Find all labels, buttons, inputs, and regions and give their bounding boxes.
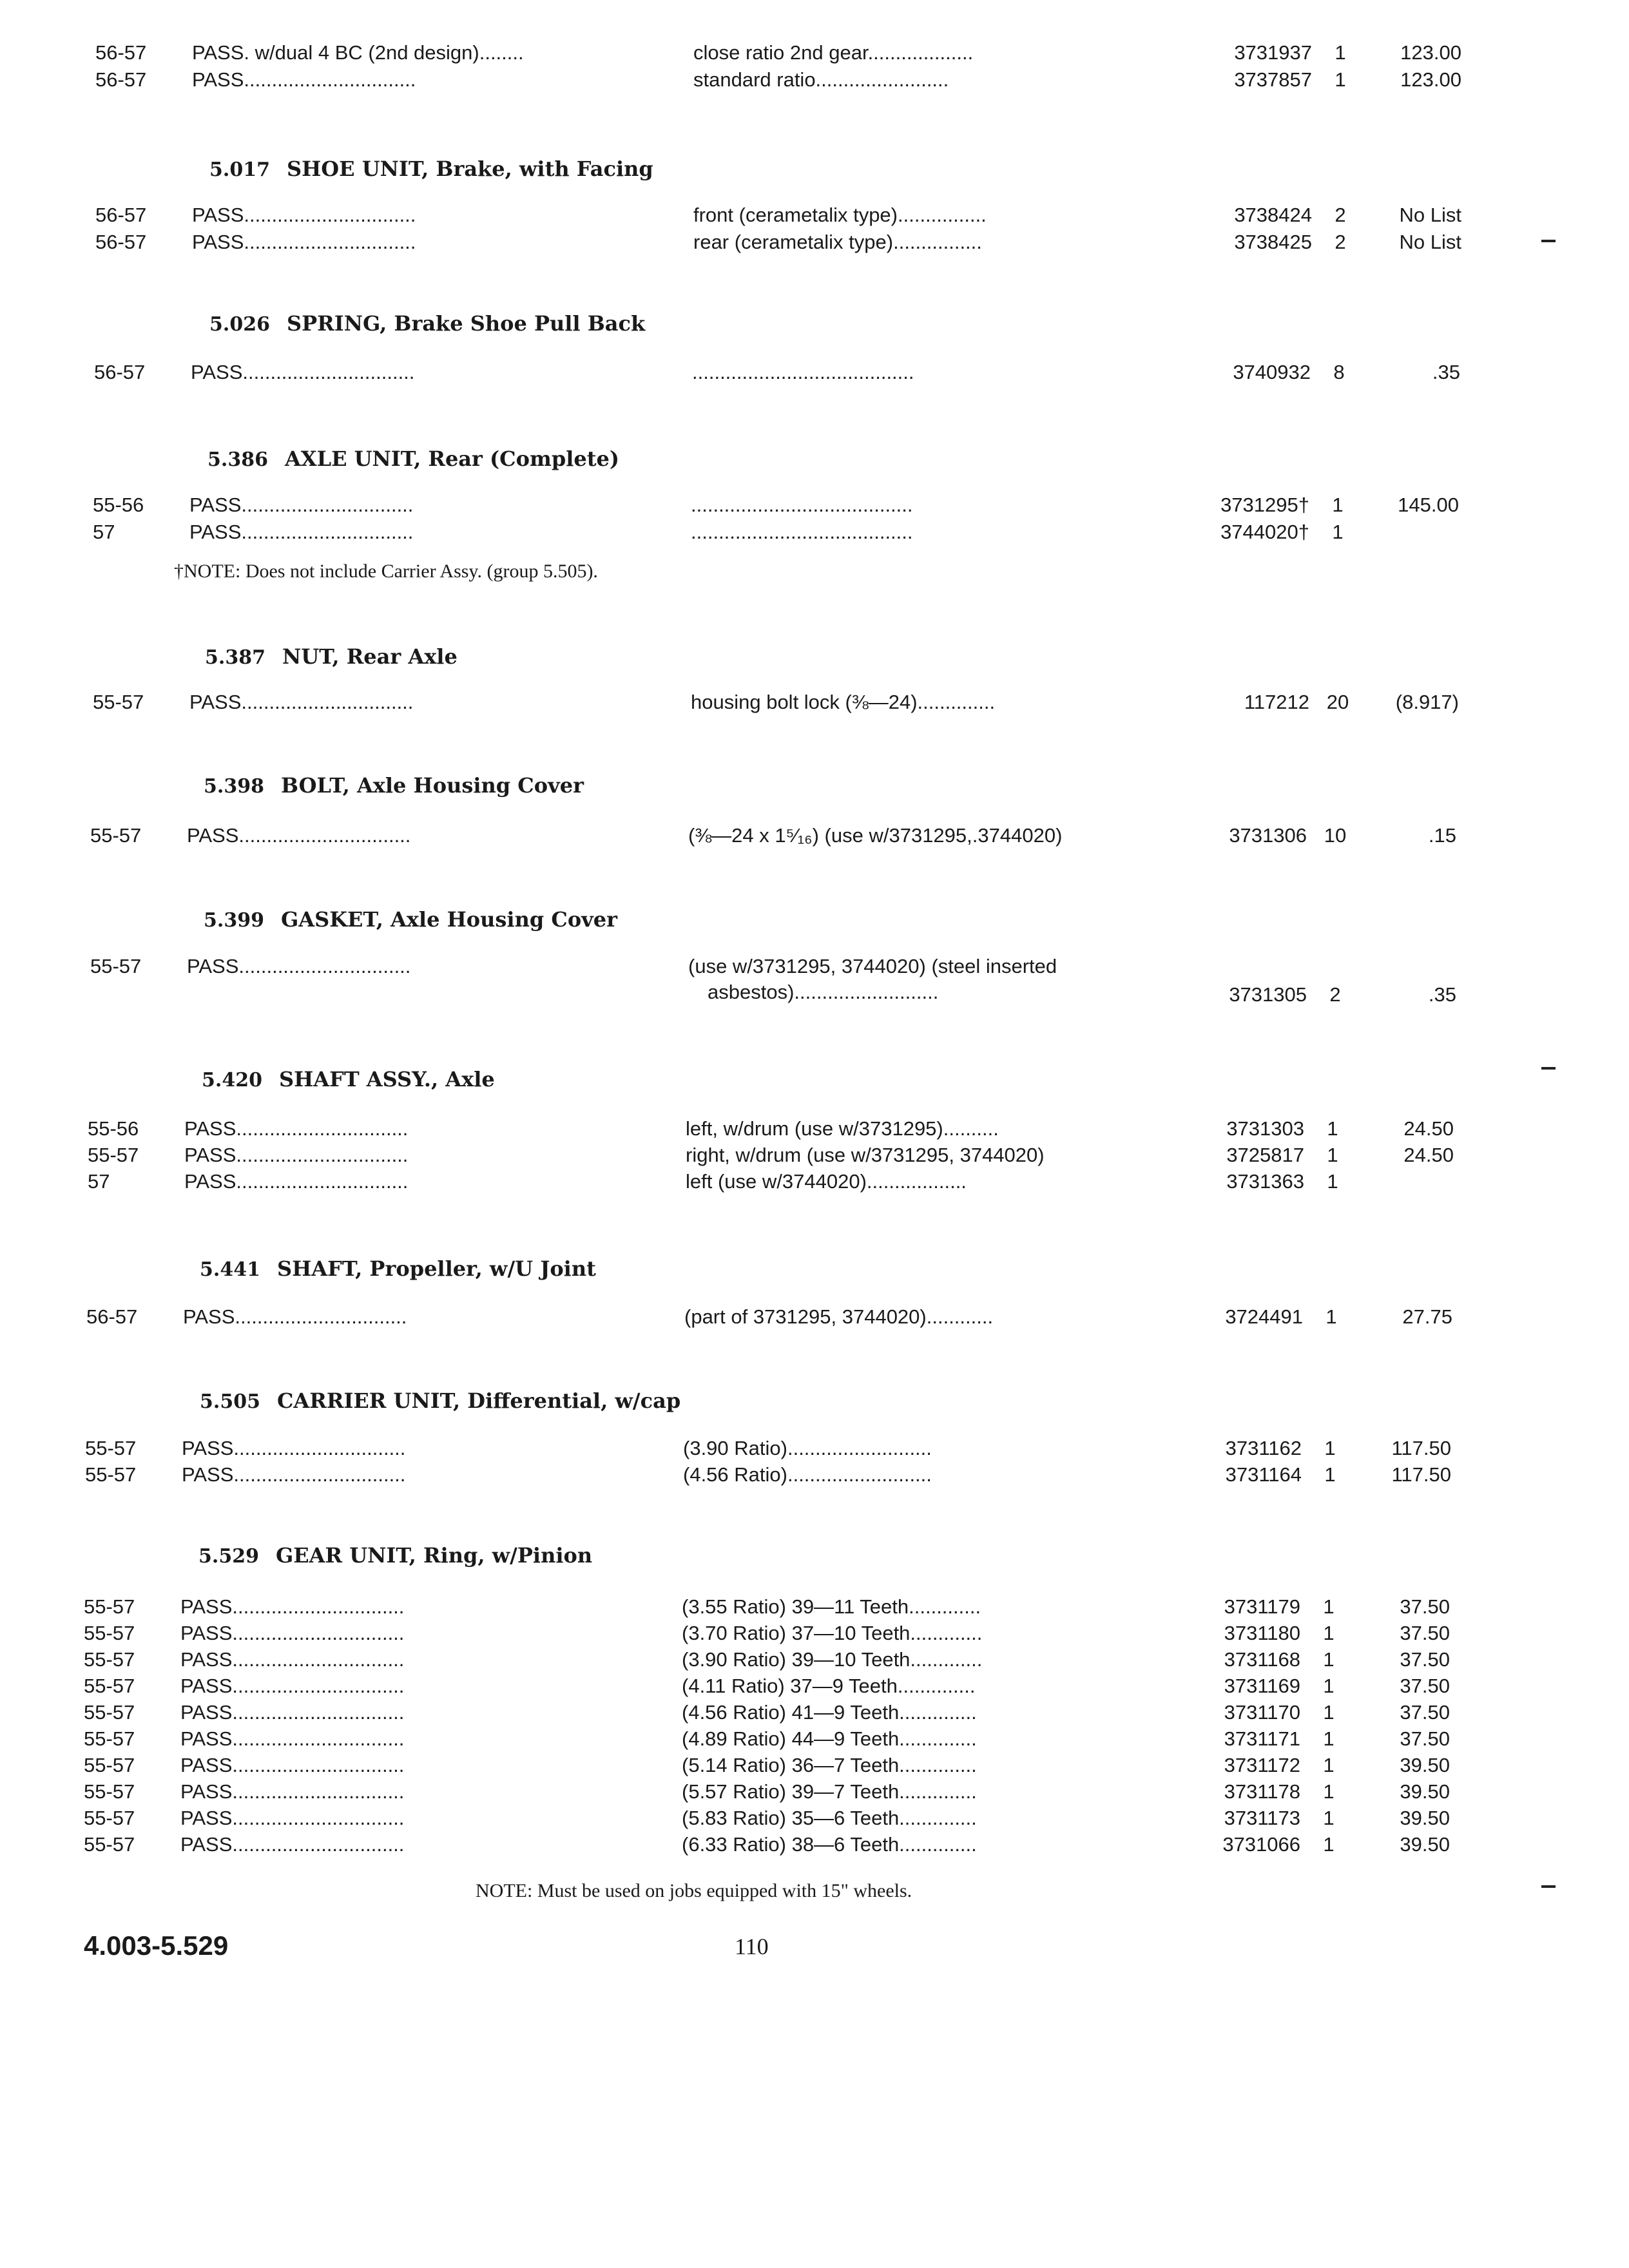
part-number: 3731180 xyxy=(1224,1622,1300,1644)
group-heading xyxy=(209,311,645,336)
group-number: 5.386 xyxy=(207,448,268,471)
description: (3.90 Ratio).......................... xyxy=(683,1437,932,1459)
group-number: 5.505 xyxy=(200,1390,260,1413)
table-row xyxy=(95,229,1468,256)
description: (5.83 Ratio) 35—6 Teeth.............. xyxy=(682,1807,977,1829)
quantity: 1 xyxy=(1323,1807,1335,1829)
quantity: 1 xyxy=(1327,1144,1338,1166)
price: 123.00 xyxy=(1400,68,1461,91)
part-number: 3738424 xyxy=(1234,204,1312,226)
year-range: 56-57 xyxy=(94,361,146,383)
year-range: 55-57 xyxy=(85,1463,137,1486)
group-number: 5.398 xyxy=(204,775,264,798)
model: PASS............................... xyxy=(183,1305,407,1328)
group-heading xyxy=(198,1543,592,1568)
group-heading xyxy=(202,1067,495,1091)
description: standard ratio........................ xyxy=(693,68,949,91)
price: 39.50 xyxy=(1400,1807,1450,1829)
margin-mark xyxy=(1541,240,1556,242)
table-row xyxy=(84,1753,1456,1780)
table-row xyxy=(88,1169,1460,1196)
model: PASS............................... xyxy=(189,691,414,713)
part-number: 3731170 xyxy=(1224,1701,1300,1724)
part-number: 3731295† xyxy=(1220,494,1309,516)
year-range: 55-56 xyxy=(93,494,144,516)
page-number: 110 xyxy=(735,1934,769,1959)
group-heading xyxy=(204,907,617,932)
part-number: 3731172 xyxy=(1224,1754,1300,1776)
group-title: CARRIER UNIT, Differential, w/cap xyxy=(276,1389,681,1413)
quantity: 1 xyxy=(1323,1727,1335,1750)
table-row xyxy=(93,519,1465,546)
price: 27.75 xyxy=(1402,1305,1452,1328)
part-number: 3724491 xyxy=(1225,1305,1303,1328)
part-number: 3740932 xyxy=(1233,361,1311,383)
table-row xyxy=(84,1805,1456,1832)
quantity: 1 xyxy=(1325,1305,1337,1328)
model: PASS............................... xyxy=(192,204,416,226)
description: (part of 3731295, 3744020)............ xyxy=(684,1305,994,1328)
group-title: SPRING, Brake Shoe Pull Back xyxy=(286,311,646,336)
table-row xyxy=(88,1142,1460,1169)
year-range: 55-57 xyxy=(84,1780,135,1803)
description: right, w/drum (use w/3731295, 3744020) xyxy=(686,1144,1045,1166)
description: left (use w/3744020).................. xyxy=(686,1170,967,1193)
footnote: NOTE: Must be used on jobs equipped with 15" wheels. xyxy=(476,1880,912,1901)
quantity: 1 xyxy=(1323,1701,1335,1724)
description: (4.89 Ratio) 44—9 Teeth.............. xyxy=(682,1727,977,1750)
price: 117.50 xyxy=(1391,1463,1451,1486)
quantity: 1 xyxy=(1323,1833,1335,1856)
part-number: 3731937 xyxy=(1234,41,1312,64)
quantity: 1 xyxy=(1335,41,1346,64)
model: PASS............................... xyxy=(180,1622,405,1644)
price: .35 xyxy=(1432,361,1460,383)
group-number: 5.387 xyxy=(205,646,265,669)
quantity: 1 xyxy=(1323,1754,1335,1776)
price: 37.50 xyxy=(1400,1622,1450,1644)
quantity: 8 xyxy=(1333,361,1345,383)
part-number: 3744020† xyxy=(1220,521,1309,543)
model: PASS............................... xyxy=(180,1833,405,1856)
quantity: 1 xyxy=(1323,1780,1335,1803)
description: housing bolt lock (⅜—24).............. xyxy=(691,691,996,713)
model: PASS............................... xyxy=(180,1675,405,1697)
part-number: 3738425 xyxy=(1234,231,1312,253)
part-number: 3731178 xyxy=(1224,1780,1300,1803)
model: PASS............................... xyxy=(189,521,414,543)
group-heading xyxy=(207,447,619,471)
group-heading xyxy=(200,1389,680,1413)
footnote: †NOTE: Does not include Carrier Assy. (group 5.505). xyxy=(174,561,598,582)
table-row xyxy=(90,823,1463,850)
quantity: 20 xyxy=(1326,691,1349,713)
quantity: 1 xyxy=(1323,1622,1335,1644)
price: 39.50 xyxy=(1400,1833,1450,1856)
year-range: 55-57 xyxy=(84,1833,135,1856)
price: 117.50 xyxy=(1391,1437,1451,1459)
price: (8.917) xyxy=(1395,691,1459,713)
group-title: SHAFT ASSY., Axle xyxy=(278,1067,495,1091)
description: (4.56 Ratio).......................... xyxy=(683,1463,932,1486)
group-number: 5.017 xyxy=(209,159,270,181)
margin-mark xyxy=(1541,1067,1556,1070)
part-number: 3737857 xyxy=(1234,68,1312,91)
year-range: 56-57 xyxy=(95,204,147,226)
model: PASS............................... xyxy=(184,1144,409,1166)
group-number: 5.399 xyxy=(204,909,264,932)
model: PASS............................... xyxy=(184,1117,409,1140)
price: .15 xyxy=(1428,824,1456,847)
model: PASS............................... xyxy=(192,68,416,91)
part-number: 3731306 xyxy=(1229,824,1307,847)
table-row xyxy=(84,1700,1456,1727)
quantity: 2 xyxy=(1329,983,1341,1006)
description-line-1: (use w/3731295, 3744020) (steel inserted xyxy=(688,955,1057,977)
year-range: 57 xyxy=(93,521,115,543)
description: ........................................ xyxy=(692,361,914,383)
price: 24.50 xyxy=(1403,1144,1454,1166)
year-range: 57 xyxy=(88,1170,110,1193)
model: PASS............................... xyxy=(180,1727,405,1750)
year-range: 56-57 xyxy=(95,231,147,253)
quantity: 1 xyxy=(1327,1117,1338,1140)
part-number: 3731173 xyxy=(1224,1807,1300,1829)
group-heading xyxy=(200,1256,596,1281)
price: 123.00 xyxy=(1400,41,1461,64)
table-row xyxy=(84,1620,1456,1648)
quantity: 1 xyxy=(1327,1170,1338,1193)
model: PASS............................... xyxy=(189,494,414,516)
table-row xyxy=(95,202,1468,229)
model: PASS............................... xyxy=(180,1648,405,1671)
group-title: AXLE UNIT, Rear (Complete) xyxy=(284,447,620,471)
year-range: 55-57 xyxy=(85,1437,137,1459)
model: PASS............................... xyxy=(180,1701,405,1724)
table-row xyxy=(85,1436,1458,1463)
section-range: 4.003-5.529 xyxy=(84,1930,229,1961)
part-number: 3731066 xyxy=(1222,1833,1300,1856)
year-range: 55-57 xyxy=(84,1807,135,1829)
description: (5.57 Ratio) 39—7 Teeth.............. xyxy=(682,1780,977,1803)
description: (4.56 Ratio) 41—9 Teeth.............. xyxy=(682,1701,977,1724)
price: 37.50 xyxy=(1400,1727,1450,1750)
price: 39.50 xyxy=(1400,1754,1450,1776)
part-number: 117212 xyxy=(1244,691,1309,713)
price: 39.50 xyxy=(1400,1780,1450,1803)
model: PASS............................... xyxy=(180,1595,405,1618)
quantity: 1 xyxy=(1324,1463,1336,1486)
model: PASS............................... xyxy=(192,231,416,253)
year-range: 55-57 xyxy=(90,955,142,977)
group-heading xyxy=(209,157,653,181)
quantity: 1 xyxy=(1323,1675,1335,1697)
part-number: 3731363 xyxy=(1226,1170,1304,1193)
quantity: 10 xyxy=(1324,824,1347,847)
description: front (cerametalix type)................ xyxy=(693,204,987,226)
model: PASS............................... xyxy=(180,1780,405,1803)
description: (6.33 Ratio) 38—6 Teeth.............. xyxy=(682,1833,977,1856)
model: PASS............................... xyxy=(180,1807,405,1829)
part-number: 3731162 xyxy=(1225,1437,1302,1459)
quantity: 2 xyxy=(1335,204,1346,226)
table-row xyxy=(86,1304,1459,1331)
model: PASS............................... xyxy=(182,1463,406,1486)
part-number: 3731305 xyxy=(1229,983,1307,1006)
part-number: 3731303 xyxy=(1226,1117,1304,1140)
description: (⅜—24 x 1⁵⁄₁₆) (use w/3731295,.3744020) xyxy=(688,824,1063,847)
quantity: 1 xyxy=(1323,1595,1335,1618)
table-row xyxy=(88,1116,1460,1143)
group-title: GEAR UNIT, Ring, w/Pinion xyxy=(275,1543,593,1568)
description: left, w/drum (use w/3731295).......... xyxy=(686,1117,999,1140)
model: PASS............................... xyxy=(184,1170,409,1193)
description: (4.11 Ratio) 37—9 Teeth.............. xyxy=(682,1675,976,1697)
group-number: 5.420 xyxy=(202,1069,262,1091)
part-number: 3731164 xyxy=(1225,1463,1302,1486)
model: PASS............................... xyxy=(187,824,411,847)
group-heading xyxy=(204,773,584,798)
table-row xyxy=(94,360,1467,387)
quantity: 1 xyxy=(1332,521,1344,543)
quantity: 1 xyxy=(1332,494,1344,516)
price: No List xyxy=(1399,231,1461,253)
price: No List xyxy=(1399,204,1461,226)
description: (3.90 Ratio) 39—10 Teeth............. xyxy=(682,1648,983,1671)
group-title: NUT, Rear Axle xyxy=(282,644,458,669)
quantity: 1 xyxy=(1324,1437,1336,1459)
quantity: 1 xyxy=(1335,68,1346,91)
year-range: 55-57 xyxy=(84,1754,135,1776)
group-title: SHAFT, Propeller, w/U Joint xyxy=(276,1256,596,1281)
table-row xyxy=(84,1594,1456,1621)
price: 145.00 xyxy=(1398,494,1459,516)
year-range: 55-57 xyxy=(84,1727,135,1750)
group-title: BOLT, Axle Housing Cover xyxy=(280,773,584,798)
price: 37.50 xyxy=(1400,1648,1450,1671)
description-line-2: asbestos).......................... xyxy=(708,981,939,1003)
model: PASS............................... xyxy=(182,1437,406,1459)
price: .35 xyxy=(1428,983,1456,1006)
description: (3.55 Ratio) 39—11 Teeth............. xyxy=(682,1595,981,1618)
year-range: 55-57 xyxy=(84,1622,135,1644)
table-row xyxy=(84,1673,1456,1700)
table-row xyxy=(95,67,1468,94)
group-number: 5.441 xyxy=(200,1258,260,1281)
description: rear (cerametalix type)................ xyxy=(693,231,982,253)
price: 37.50 xyxy=(1400,1701,1450,1724)
description: ........................................ xyxy=(691,494,913,516)
group-heading xyxy=(205,644,458,669)
model: PASS. w/dual 4 BC (2nd design)........ xyxy=(192,41,524,64)
table-row xyxy=(85,1462,1458,1489)
year-range: 56-57 xyxy=(95,68,147,91)
model: PASS............................... xyxy=(191,361,415,383)
group-number: 5.026 xyxy=(209,313,270,336)
year-range: 55-57 xyxy=(84,1701,135,1724)
description: close ratio 2nd gear................... xyxy=(693,41,974,64)
year-range: 55-57 xyxy=(84,1675,135,1697)
description: ........................................ xyxy=(691,521,913,543)
year-range: 55-57 xyxy=(88,1144,139,1166)
model: PASS............................... xyxy=(187,955,411,977)
table-row xyxy=(90,954,1463,1008)
price: 24.50 xyxy=(1403,1117,1454,1140)
group-number: 5.529 xyxy=(198,1545,259,1568)
year-range: 55-57 xyxy=(90,824,142,847)
part-number: 3731168 xyxy=(1224,1648,1300,1671)
table-row xyxy=(84,1647,1456,1674)
group-title: GASKET, Axle Housing Cover xyxy=(280,907,617,932)
quantity: 1 xyxy=(1323,1648,1335,1671)
year-range: 55-57 xyxy=(84,1648,135,1671)
year-range: 55-57 xyxy=(84,1595,135,1618)
year-range: 56-57 xyxy=(86,1305,138,1328)
description: (5.14 Ratio) 36—7 Teeth.............. xyxy=(682,1754,977,1776)
part-number: 3731169 xyxy=(1224,1675,1300,1697)
year-range: 56-57 xyxy=(95,41,147,64)
margin-mark xyxy=(1541,1885,1556,1888)
price: 37.50 xyxy=(1400,1675,1450,1697)
table-row xyxy=(95,40,1468,67)
year-range: 55-57 xyxy=(93,691,144,713)
table-row xyxy=(84,1779,1456,1806)
part-number: 3731179 xyxy=(1224,1595,1300,1618)
table-row xyxy=(93,492,1465,519)
year-range: 55-56 xyxy=(88,1117,139,1140)
part-number: 3731171 xyxy=(1224,1727,1300,1750)
table-row xyxy=(84,1832,1456,1859)
model: PASS............................... xyxy=(180,1754,405,1776)
quantity: 2 xyxy=(1335,231,1346,253)
description: (3.70 Ratio) 37—10 Teeth............. xyxy=(682,1622,983,1644)
table-row xyxy=(84,1726,1456,1753)
group-title: SHOE UNIT, Brake, with Facing xyxy=(286,157,653,181)
description xyxy=(688,954,1197,1008)
part-number: 3725817 xyxy=(1226,1144,1304,1166)
table-row xyxy=(93,689,1465,716)
price: 37.50 xyxy=(1400,1595,1450,1618)
